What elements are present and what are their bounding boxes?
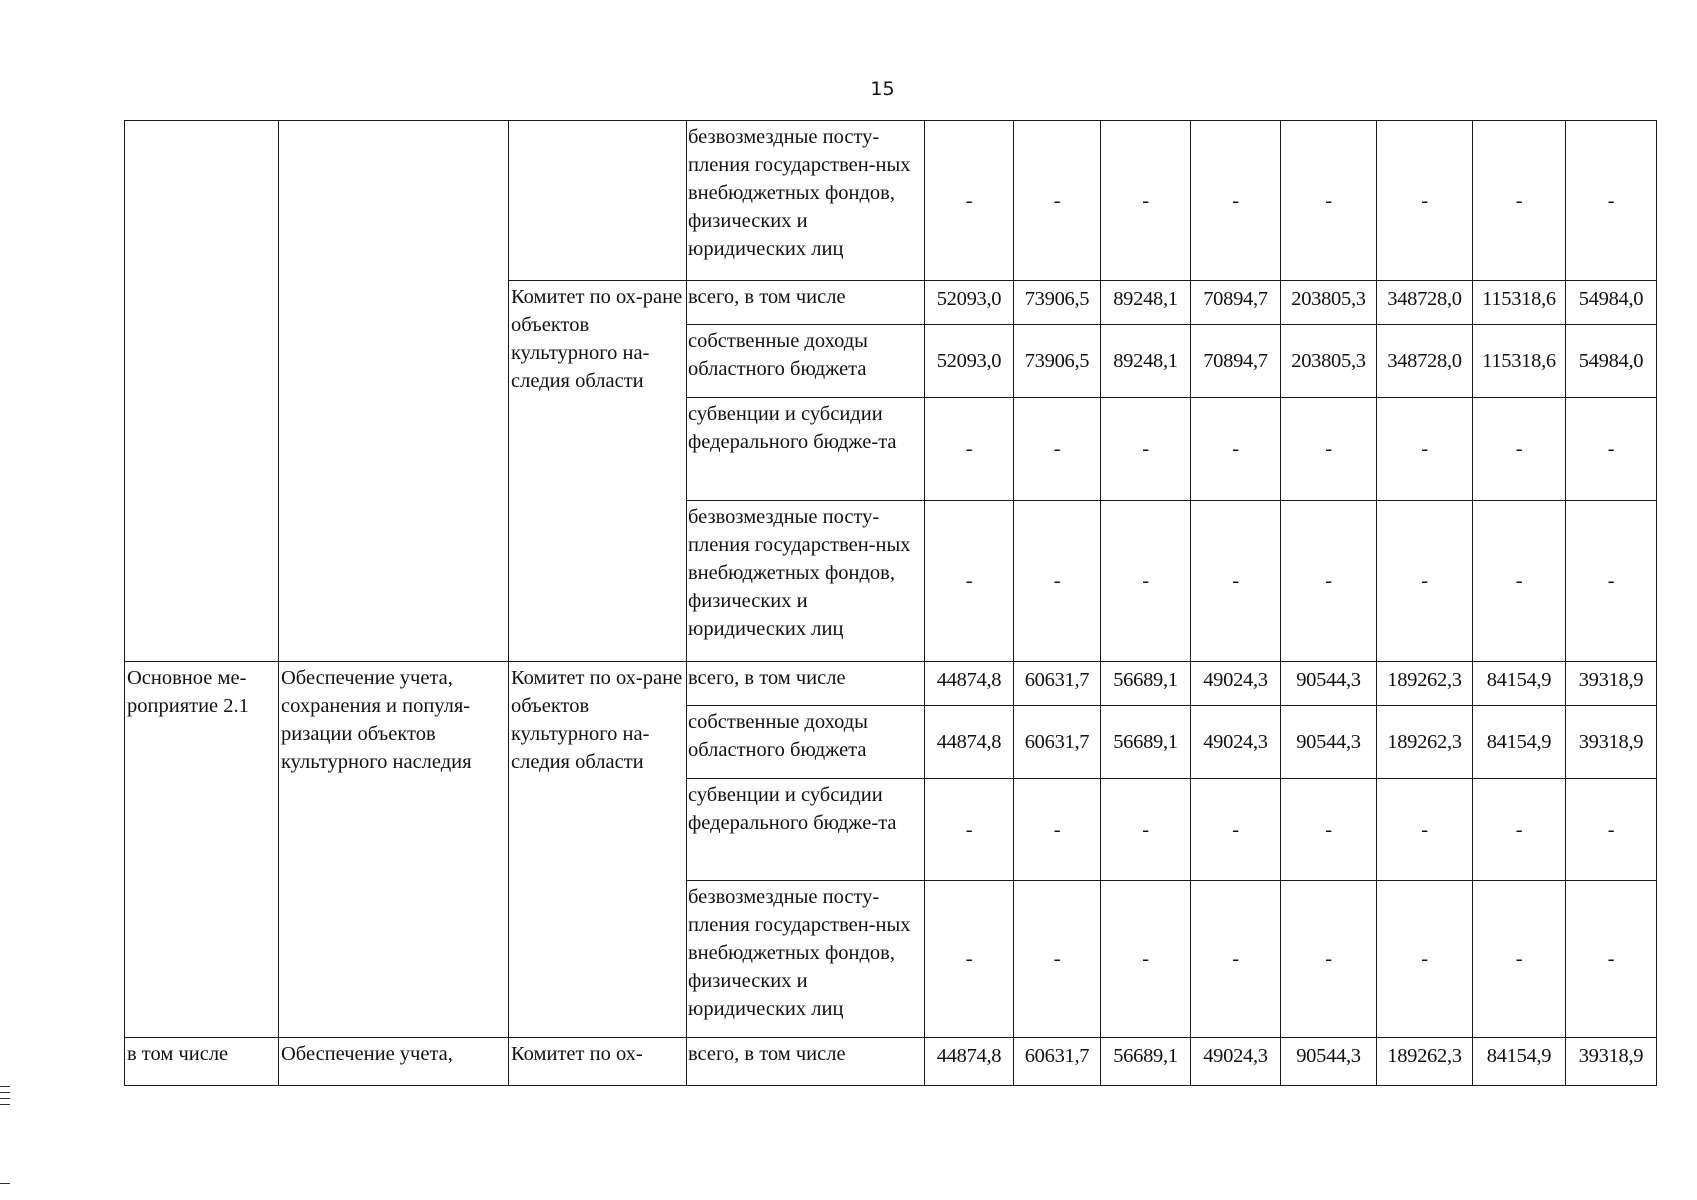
value-cell: - (1281, 121, 1377, 281)
value-cell: 90544,3 (1281, 1038, 1377, 1086)
value-cell: 90544,3 (1281, 706, 1377, 779)
value-cell: 54984,0 (1566, 325, 1657, 398)
value-cell: 70894,7 (1191, 281, 1281, 325)
value-cell: - (1377, 121, 1473, 281)
value-cell: 44874,8 (925, 662, 1014, 706)
value-cell: - (1191, 121, 1281, 281)
value-cell: - (1101, 501, 1191, 662)
value-cell: 56689,1 (1101, 662, 1191, 706)
value-cell: 52093,0 (925, 281, 1014, 325)
value-cell: - (1473, 501, 1566, 662)
value-cell: 84154,9 (1473, 706, 1566, 779)
value-cell: - (1014, 881, 1101, 1038)
source-cell: безвозмездные посту-пления государствен-ных внебюджетных фондов, физических и юридических лиц (687, 881, 925, 1038)
measure-cell: в том числе (125, 1038, 279, 1086)
value-cell: 73906,5 (1014, 281, 1101, 325)
margin-mark (0, 1098, 10, 1099)
source-cell: собственные доходы областного бюджета (687, 706, 925, 779)
value-cell: - (1473, 398, 1566, 501)
value-cell: - (1281, 398, 1377, 501)
value-cell: 84154,9 (1473, 662, 1566, 706)
executor-cell (509, 121, 687, 281)
page-number: 15 (870, 78, 895, 100)
margin-mark (0, 1104, 10, 1105)
value-cell: - (1566, 398, 1657, 501)
table-row (125, 662, 1657, 706)
value-cell: - (1377, 501, 1473, 662)
value-cell: 73906,5 (1014, 325, 1101, 398)
value-cell: 70894,7 (1191, 325, 1281, 398)
source-cell: всего, в том числе (687, 1038, 925, 1086)
value-cell: - (1191, 881, 1281, 1038)
value-cell: - (1473, 779, 1566, 881)
margin-mark (0, 1086, 10, 1087)
value-cell: 189262,3 (1377, 706, 1473, 779)
value-cell: - (1101, 881, 1191, 1038)
source-cell: субвенции и субсидии федерального бюдже-та (687, 398, 925, 501)
value-cell: - (925, 121, 1014, 281)
source-cell: собственные доходы областного бюджета (687, 325, 925, 398)
value-cell: - (1014, 501, 1101, 662)
value-cell: 203805,3 (1281, 281, 1377, 325)
value-cell: 44874,8 (925, 1038, 1014, 1086)
value-cell: 39318,9 (1566, 706, 1657, 779)
source-cell: всего, в том числе (687, 281, 925, 325)
value-cell: - (1566, 121, 1657, 281)
value-cell: 44874,8 (925, 706, 1014, 779)
value-cell: - (1014, 779, 1101, 881)
value-cell: - (1377, 779, 1473, 881)
title-cell (279, 121, 509, 662)
value-cell: - (925, 881, 1014, 1038)
value-cell: 54984,0 (1566, 281, 1657, 325)
value-cell: 89248,1 (1101, 325, 1191, 398)
table-row (125, 121, 1657, 281)
value-cell: 60631,7 (1014, 1038, 1101, 1086)
value-cell: 49024,3 (1191, 706, 1281, 779)
value-cell: - (1566, 881, 1657, 1038)
source-cell: безвозмездные посту-пления государствен-ных внебюджетных фондов, физических и юридических лиц (687, 501, 925, 662)
value-cell: 189262,3 (1377, 662, 1473, 706)
value-cell: - (1101, 121, 1191, 281)
table-row (125, 1038, 1657, 1086)
value-cell: 348728,0 (1377, 281, 1473, 325)
measure-cell: Основное ме-роприятие 2.1 (125, 662, 279, 1038)
source-cell: безвозмездные посту-пления государствен-ных внебюджетных фондов, физических и юридических лиц (687, 121, 925, 281)
value-cell: - (1014, 121, 1101, 281)
title-cell: Обеспечение учета, (279, 1038, 509, 1086)
measure-cell (125, 121, 279, 662)
value-cell: - (1191, 398, 1281, 501)
budget-table (124, 120, 1657, 1086)
value-cell: - (1281, 779, 1377, 881)
value-cell: 49024,3 (1191, 662, 1281, 706)
value-cell: - (1281, 881, 1377, 1038)
value-cell: - (1566, 779, 1657, 881)
value-cell: 39318,9 (1566, 1038, 1657, 1086)
value-cell: 90544,3 (1281, 662, 1377, 706)
value-cell: - (1377, 398, 1473, 501)
value-cell: 115318,6 (1473, 325, 1566, 398)
executor-cell: Комитет по ох- (509, 1038, 687, 1086)
value-cell: - (1566, 501, 1657, 662)
value-cell: 56689,1 (1101, 1038, 1191, 1086)
value-cell: 39318,9 (1566, 662, 1657, 706)
value-cell: 203805,3 (1281, 325, 1377, 398)
value-cell: - (1281, 501, 1377, 662)
value-cell: 52093,0 (925, 325, 1014, 398)
value-cell: - (925, 398, 1014, 501)
value-cell: - (1101, 779, 1191, 881)
title-cell: Обеспечение учета, сохранения и популя-ризации объектов культурного наследия (279, 662, 509, 1038)
margin-mark (0, 1183, 10, 1184)
value-cell: 189262,3 (1377, 1038, 1473, 1086)
value-cell: - (1473, 121, 1566, 281)
value-cell: 49024,3 (1191, 1038, 1281, 1086)
executor-cell: Комитет по ох-ране объектов культурного на-следия области (509, 662, 687, 1038)
value-cell: - (1377, 881, 1473, 1038)
value-cell: - (925, 501, 1014, 662)
value-cell: - (1101, 398, 1191, 501)
value-cell: 84154,9 (1473, 1038, 1566, 1086)
value-cell: - (1014, 398, 1101, 501)
value-cell: 56689,1 (1101, 706, 1191, 779)
value-cell: 348728,0 (1377, 325, 1473, 398)
value-cell: - (925, 779, 1014, 881)
executor-cell: Комитет по ох-ране объектов культурного на-следия области (509, 281, 687, 662)
value-cell: - (1191, 779, 1281, 881)
value-cell: 115318,6 (1473, 281, 1566, 325)
value-cell: 60631,7 (1014, 706, 1101, 779)
source-cell: субвенции и субсидии федерального бюдже-та (687, 779, 925, 881)
source-cell: всего, в том числе (687, 662, 925, 706)
table-body (125, 121, 1657, 1086)
value-cell: - (1473, 881, 1566, 1038)
value-cell: 89248,1 (1101, 281, 1191, 325)
margin-mark (0, 1092, 10, 1093)
value-cell: 60631,7 (1014, 662, 1101, 706)
value-cell: - (1191, 501, 1281, 662)
